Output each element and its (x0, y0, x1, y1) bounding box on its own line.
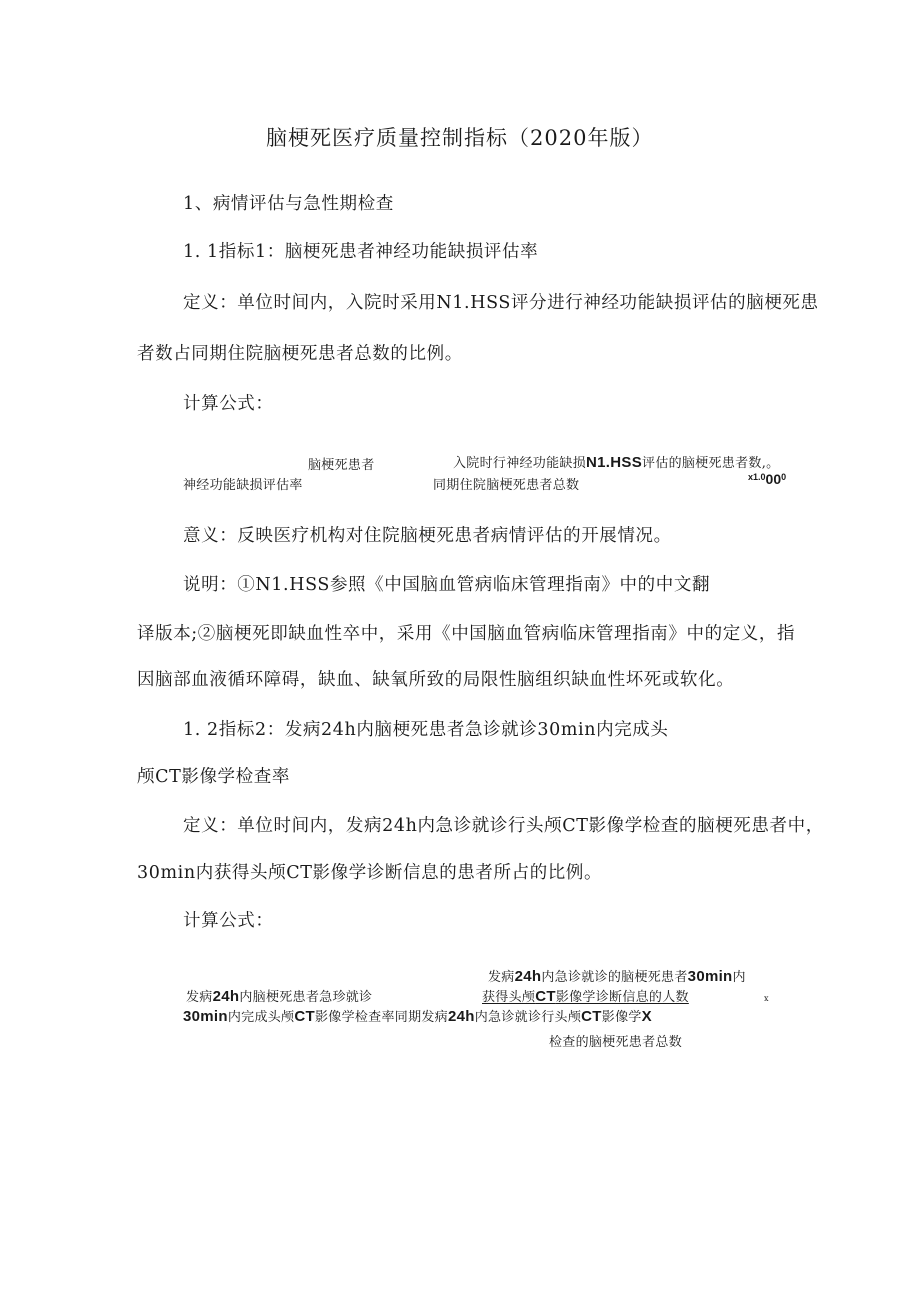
section-heading: 1、病情评估与急性期检查 (183, 194, 394, 214)
formula1-left-bottom: 神经功能缺损评估率 (183, 478, 303, 493)
indicator2-definition-line2: 30min内获得头颅CT影像学诊断信息的患者所占的比例。 (137, 863, 603, 883)
indicator1-heading: 1. 1指标1：脑梗死患者神经功能缺损评估率 (183, 242, 539, 262)
indicator1-note-line2: 译版本;②脑梗死即缺血性卒中，采用《中国脑血管病临床管理指南》中的定义，指 (137, 624, 796, 644)
indicator2-formula-label: 计算公式： (183, 911, 274, 931)
indicator1-definition-line1: 定义：单位时间内，入院时采用N1.HSS评分进行神经功能缺损评估的脑梗死患 (183, 293, 819, 313)
formula2-denominator: 检查的脑梗死患者总数 (549, 1035, 683, 1050)
indicator2-heading-line2: 颅CT影像学检查率 (137, 767, 290, 787)
formula1-numerator: 入院时行神经功能缺损N1.HSS评估的脑梗死患者数,。 (453, 454, 780, 471)
formula2-numerator-line1: 发病24h内急诊就诊的脑梗死患者30min内 (488, 968, 746, 985)
indicator1-formula-label: 计算公式： (183, 394, 274, 414)
indicator1-note-line1: 说明：①N1.HSS参照《中国脑血管病临床管理指南》中的中文翻 (183, 575, 711, 595)
formula1-left-top: 脑梗死患者 (308, 458, 375, 473)
indicator2-heading-line1: 1. 2指标2：发病24h内脑梗死患者急诊就诊30min内完成头 (183, 720, 669, 740)
formula1-denominator: 同期住院脑梗死患者总数 (433, 478, 580, 493)
formula2-numerator-line2: 获得头颅CT影像学诊断信息的人数 (482, 988, 689, 1005)
indicator1-meaning: 意义：反映医疗机构对住院脑梗死患者病情评估的开展情况。 (183, 526, 672, 546)
formula2-main-row: 30min内完成头颅CT影像学检查率同期发病24h内急诊就诊行头颅CT影像学X (183, 1008, 652, 1025)
formula1-multiplier: $^{x1.0}00^0$ (748, 471, 787, 487)
indicator1-definition-line2: 者数占同期住院脑梗死患者总数的比例。 (137, 344, 463, 364)
formula2-left-top: 发病24h内脑梗死患者急珍就诊 (186, 988, 373, 1005)
indicator2-definition-line1: 定义：单位时间内，发病24h内急诊就诊行头颅CT影像学检查的脑梗死患者中， (183, 816, 824, 836)
page-title: 脑梗死医疗质量控制指标（2020年版） (266, 126, 654, 150)
formula2-small-x: x (764, 994, 769, 1003)
indicator1-note-line3: 因脑部血液循环障碍，缺血、缺氧所致的局限性脑组织缺血性坏死或软化。 (137, 670, 735, 690)
